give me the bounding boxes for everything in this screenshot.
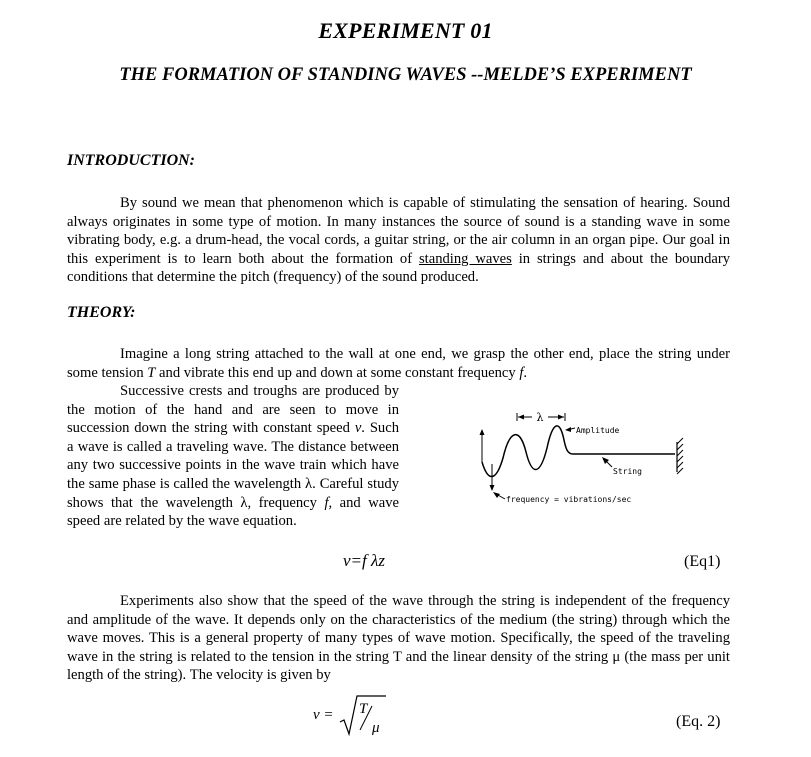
standing-waves-link[interactable]: standing waves bbox=[418, 250, 512, 267]
theory-paragraph-2: Successive crests and troughs are produced by the motion of the hand and are seen to move in succession down the string with constant speed v. Such a wave is called a traveling wave. The distance between any two successive points in the wave train which have the same phase is called the wavelength λ. Careful study shows that the wavelength λ, frequency f, and wave speed are related by the wave equation. bbox=[67, 383, 400, 530]
velocity-equation-radical bbox=[338, 692, 388, 738]
lambda-label: λ bbox=[536, 411, 544, 424]
theory-heading: THEORY: bbox=[67, 304, 136, 321]
theory-paragraph-3: Experiments also show that the speed of the wave through the string is independent of the frequency and amplitude of the wave. It depends only on the characteristics of the medium (the string) through which the wave moves. This is a general property of many types of wave motion. Specifically, the speed of the traveling wave in the string is related to the tension in the string T and the linear density of the string μ (the mass per unit length of the string). The velocity is given by bbox=[67, 593, 730, 684]
introduction-heading: INTRODUCTION: bbox=[67, 152, 195, 169]
wave-equation: v=f λz bbox=[343, 551, 385, 570]
theory-paragraph-1: Imagine a long string attached to the wall at one end, we grasp the other end, place the string under some tension T and vibrate this end up and down at some constant frequency f. bbox=[67, 346, 730, 381]
experiment-title: EXPERIMENT 01 bbox=[318, 18, 493, 43]
eq2-label: (Eq. 2) bbox=[676, 713, 721, 730]
introduction-paragraph: By sound we mean that phenomenon which is capable of stimulating the sensation of hearing. Sound always originates in some type of motion. In many instances the source of sound is a standing wave in some vibrating body, e.g. a drum-head, the vocal cords, a guitar string, or the air column in an organ pipe. Our goal in this experiment is to learn both about the formation of standing waves in strings and about the boundary conditions that determine the pitch (frequency) of the sound produced. bbox=[67, 195, 730, 286]
amplitude-label: Amplitude bbox=[576, 426, 620, 435]
experiment-subtitle: THE FORMATION OF STANDING WAVES --MELDE’S EXPERIMENT bbox=[119, 65, 692, 85]
frequency-label: frequency = vibrations/sec bbox=[506, 495, 632, 504]
density-symbol: μ bbox=[372, 720, 380, 736]
eq1-label: (Eq1) bbox=[684, 553, 721, 570]
wavelength-marker bbox=[517, 411, 565, 424]
traveling-wave-figure bbox=[470, 402, 710, 510]
wall bbox=[677, 438, 683, 474]
tension-symbol: T bbox=[359, 701, 368, 717]
velocity-equation-lhs: v = bbox=[313, 707, 334, 723]
string-label: String bbox=[613, 467, 642, 476]
